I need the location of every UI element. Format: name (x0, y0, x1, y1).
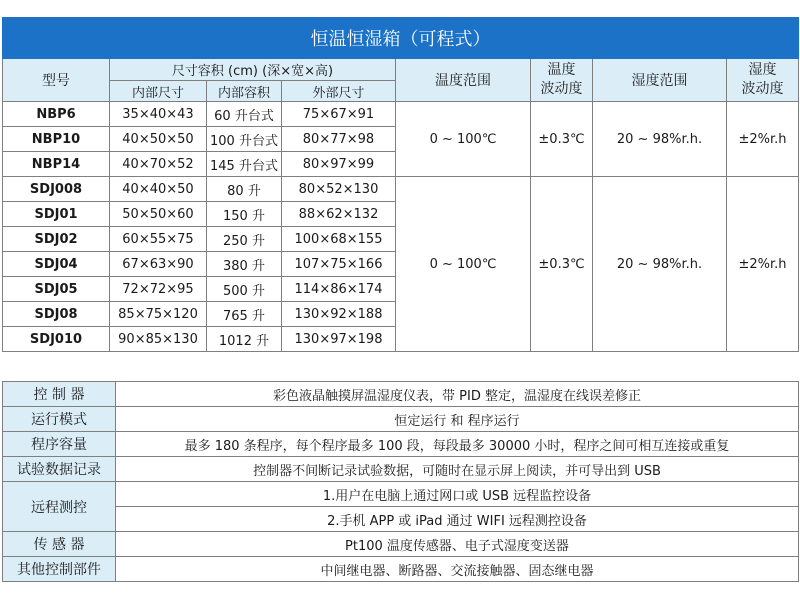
model-cell: SDJ02 (3, 227, 110, 252)
model-cell: NBP14 (3, 152, 110, 177)
table-row (3, 532, 799, 557)
outer-size-cell: 80×97×99 (282, 152, 396, 177)
header-model: 型号 (3, 59, 110, 102)
header-outer-size: 外部尺寸 (282, 81, 396, 102)
outer-size-cell: 80×52×130 (282, 177, 396, 202)
header-hum-fluct-line2: 波动度 (741, 81, 784, 97)
table-row (3, 482, 799, 507)
header-size-group: 尺寸容积 (cm) (深×宽×高) (110, 59, 396, 81)
sensor-label: 传 感 器 (3, 532, 116, 557)
nbp-hum-range: 20 ~ 98%r.h. (593, 102, 727, 177)
inner-size-cell: 50×50×60 (110, 202, 207, 227)
page-title: 恒温恒湿箱（可程式） (3, 18, 799, 59)
header-temp-fluct-line2: 波动度 (540, 81, 583, 97)
volume-cell: 765 升 (207, 302, 282, 327)
outer-size-cell: 130×92×188 (282, 302, 396, 327)
sdj-hum-range: 20 ~ 98%r.h. (593, 177, 727, 352)
inner-size-cell: 40×70×52 (110, 152, 207, 177)
mode-label: 运行模式 (3, 407, 116, 432)
capacity-label: 程序容量 (3, 432, 116, 457)
mode-value: 恒定运行 和 程序运行 (116, 407, 799, 432)
record-value: 控制器不间断记录试验数据，可随时在显示屏上阅读，并可导出到 USB (116, 457, 799, 482)
header-inner-volume: 内部容积 (207, 81, 282, 102)
model-cell: SDJ05 (3, 277, 110, 302)
header-temp-fluct-line1: 温度 (547, 62, 576, 78)
inner-size-cell: 40×50×50 (110, 127, 207, 152)
controller-label: 控 制 器 (3, 382, 116, 407)
controller-value: 彩色液晶触摸屏温湿度仪表，带 PID 整定，温湿度在线误差修正 (116, 382, 799, 407)
inner-size-cell: 35×40×43 (110, 102, 207, 127)
table-row (3, 177, 799, 202)
remote-value-2: 2.手机 APP 或 iPad 通过 WIFI 远程测控设备 (116, 507, 799, 532)
model-cell: NBP10 (3, 127, 110, 152)
table-row (3, 382, 799, 407)
spec-table (2, 17, 799, 352)
inner-size-cell: 72×72×95 (110, 277, 207, 302)
inner-size-cell: 90×85×130 (110, 327, 207, 352)
table-row (3, 432, 799, 457)
header-temp-fluct (531, 59, 593, 102)
outer-size-cell: 130×97×198 (282, 327, 396, 352)
control-spec-table (2, 381, 799, 582)
sensor-value: Pt100 温度传感器、电子式湿度变送器 (116, 532, 799, 557)
table-row (3, 102, 799, 127)
sdj-temp-fluct: ±0.3℃ (531, 177, 593, 352)
volume-cell: 250 升 (207, 227, 282, 252)
model-cell: SDJ01 (3, 202, 110, 227)
remote-label: 远程测控 (3, 482, 116, 532)
record-label: 试验数据记录 (3, 457, 116, 482)
other-value: 中间继电器、断路器、交流接触器、固态继电器 (116, 557, 799, 582)
volume-cell: 150 升 (207, 202, 282, 227)
header-hum-fluct-line1: 湿度 (748, 62, 777, 78)
outer-size-cell: 114×86×174 (282, 277, 396, 302)
header-inner-size: 内部尺寸 (110, 81, 207, 102)
header-hum-range: 湿度范围 (593, 59, 727, 102)
outer-size-cell: 80×77×98 (282, 127, 396, 152)
sdj-temp-range: 0 ~ 100℃ (396, 177, 531, 352)
table-row (3, 557, 799, 582)
table-row (3, 407, 799, 432)
volume-cell: 80 升 (207, 177, 282, 202)
volume-cell: 100 升台式 (207, 127, 282, 152)
nbp-temp-fluct: ±0.3℃ (531, 102, 593, 177)
model-cell: SDJ08 (3, 302, 110, 327)
sdj-hum-fluct: ±2%r.h (727, 177, 799, 352)
inner-size-cell: 85×75×120 (110, 302, 207, 327)
table-row (3, 507, 799, 532)
volume-cell: 1012 升 (207, 327, 282, 352)
outer-size-cell: 100×68×155 (282, 227, 396, 252)
header-hum-fluct (727, 59, 799, 102)
header-temp-range: 温度范围 (396, 59, 531, 102)
inner-size-cell: 40×40×50 (110, 177, 207, 202)
inner-size-cell: 67×63×90 (110, 252, 207, 277)
model-cell: SDJ010 (3, 327, 110, 352)
volume-cell: 500 升 (207, 277, 282, 302)
volume-cell: 60 升台式 (207, 102, 282, 127)
model-cell: NBP6 (3, 102, 110, 127)
volume-cell: 380 升 (207, 252, 282, 277)
outer-size-cell: 88×62×132 (282, 202, 396, 227)
nbp-temp-range: 0 ~ 100℃ (396, 102, 531, 177)
capacity-value: 最多 180 条程序，每个程序最多 100 段，每段最多 30000 小时，程序之间可相互连接或重复 (116, 432, 799, 457)
model-cell: SDJ008 (3, 177, 110, 202)
nbp-hum-fluct: ±2%r.h (727, 102, 799, 177)
inner-size-cell: 60×55×75 (110, 227, 207, 252)
remote-value-1: 1.用户在电脑上通过网口或 USB 远程监控设备 (116, 482, 799, 507)
model-cell: SDJ04 (3, 252, 110, 277)
outer-size-cell: 75×67×91 (282, 102, 396, 127)
table-row (3, 457, 799, 482)
volume-cell: 145 升台式 (207, 152, 282, 177)
other-label: 其他控制部件 (3, 557, 116, 582)
outer-size-cell: 107×75×166 (282, 252, 396, 277)
